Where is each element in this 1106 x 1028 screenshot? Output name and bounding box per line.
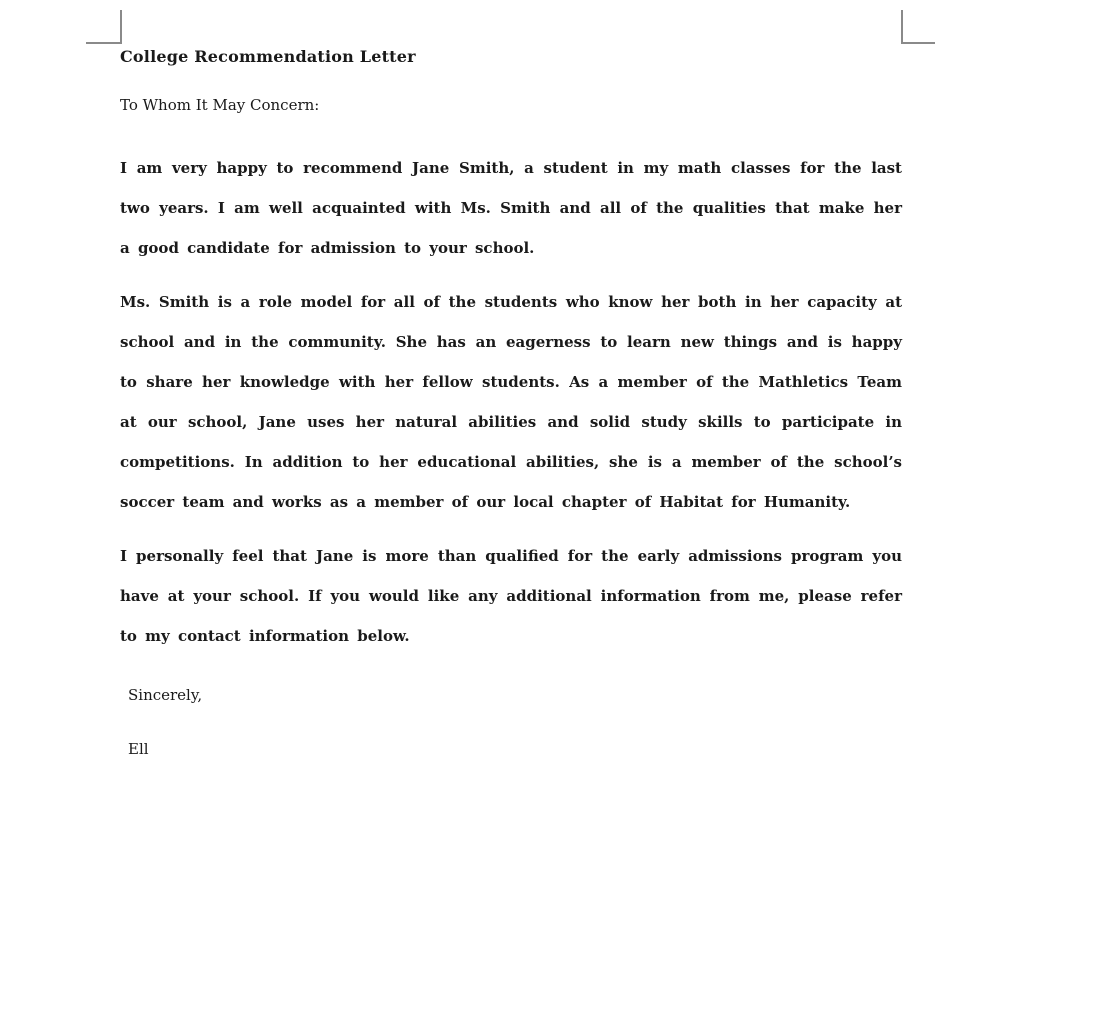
letter-title: College Recommendation Letter: [120, 47, 416, 66]
letter-signature: Ell: [128, 740, 149, 758]
crop-mark-top-right: [901, 10, 935, 44]
paragraph-1: I am very happy to recommend Jane Smith, a student in my math classes for the last two years. I am well acquainted with Ms. Smith and all of the qualities that make her a good candidate for admission to your school.: [120, 159, 902, 257]
crop-mark-top-left: [86, 10, 122, 44]
letter-salutation: To Whom It May Concern:: [120, 96, 320, 114]
paragraph-3: I personally feel that Jane is more than qualified for the early admissions program you have at your school. If you would like any additional information from me, please refer to my contact information below.: [120, 547, 902, 645]
letter-body: [120, 44, 902, 762]
paragraph-2: Ms. Smith is a role model for all of the students who know her both in her capacity at school and in the community. She has an eagerness to learn new things and is happy to share her knowledge with her fellow students. As a member of the Mathletics Team at our school, Jane uses her natural abilities and solid study skills to participate in competitions. In addition to her educational abilities, she is a member of the school’s soccer team and works as a member of our local chapter of Habitat for Humanity.: [120, 293, 902, 511]
letter-closing: Sincerely,: [128, 686, 203, 704]
